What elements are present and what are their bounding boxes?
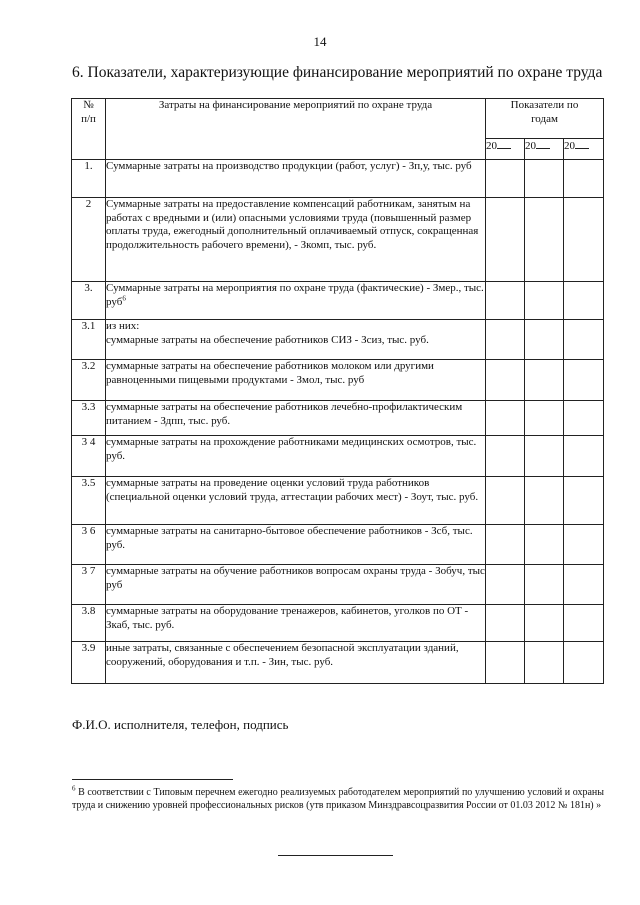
row-number: 1. (72, 160, 106, 198)
page-number: 14 (313, 34, 327, 49)
header-year-2: 20 (525, 138, 564, 159)
row-number: 2 (72, 198, 106, 282)
table-row (72, 642, 604, 684)
year-value-cell[interactable] (525, 198, 564, 282)
header-year-1: 20 (486, 138, 525, 159)
row-number: 3 4 (72, 436, 106, 477)
year-value-cell[interactable] (525, 642, 564, 684)
table-row (72, 477, 604, 525)
table-row (72, 605, 604, 642)
header-num: № п/п (72, 99, 106, 160)
row-number: 3.1 (72, 320, 106, 360)
table-row (72, 525, 604, 565)
year-value-cell[interactable] (525, 401, 564, 436)
row-description: суммарные затраты на обучение работников вопросам охраны труда - Зобуч, тыс руб (106, 565, 486, 605)
year-value-cell[interactable] (525, 436, 564, 477)
table-row (72, 360, 604, 401)
footnote-divider (72, 779, 233, 780)
year-value-cell[interactable] (486, 360, 525, 401)
year-value-cell[interactable] (486, 320, 525, 360)
table-row (72, 198, 604, 282)
year-value-cell[interactable] (486, 605, 525, 642)
table-row (72, 320, 604, 360)
year-value-cell[interactable] (525, 360, 564, 401)
row-number: 3 6 (72, 525, 106, 565)
year-value-cell[interactable] (486, 642, 525, 684)
year-value-cell[interactable] (486, 282, 525, 320)
row-number: 3.3 (72, 401, 106, 436)
year-value-cell[interactable] (525, 525, 564, 565)
year-value-cell[interactable] (564, 642, 604, 684)
row-description: суммарные затраты на проведение оценки условий труда работников (специальной оценки условий труда, аттестации рабочих мест) - Зоут, тыс. руб. (106, 477, 486, 525)
year-value-cell[interactable] (486, 525, 525, 565)
year-value-cell[interactable] (486, 160, 525, 198)
year-value-cell[interactable] (486, 565, 525, 605)
end-divider (278, 855, 393, 856)
row-number: 3. (72, 282, 106, 320)
row-number: 3.2 (72, 360, 106, 401)
header-year-3: 20 (564, 138, 604, 159)
row-number: 3.9 (72, 642, 106, 684)
year-value-cell[interactable] (486, 436, 525, 477)
year-value-cell[interactable] (486, 401, 525, 436)
footnote-ref: 6 (122, 293, 126, 302)
costs-table (71, 98, 604, 684)
year-value-cell[interactable] (525, 282, 564, 320)
row-description: суммарные затраты на обеспечение работников лечебно-профилактическим питанием - Здпп, тыс. руб. (106, 401, 486, 436)
year-value-cell[interactable] (564, 360, 604, 401)
row-description: суммарные затраты на санитарно-бытовое обеспечение работников - Зсб, тыс. руб. (106, 525, 486, 565)
row-number: 3.8 (72, 605, 106, 642)
year-value-cell[interactable] (564, 565, 604, 605)
header-years-group: Показатели по годам (486, 99, 604, 139)
footnote-mark: 6 (72, 784, 76, 793)
year-value-cell[interactable] (564, 198, 604, 282)
year-value-cell[interactable] (525, 565, 564, 605)
row-description: Суммарные затраты на мероприятия по охране труда (фактические) - Змер., тыс. руб$^6$ (106, 282, 486, 320)
footnote (72, 786, 604, 812)
year-value-cell[interactable] (564, 436, 604, 477)
year-value-cell[interactable] (486, 477, 525, 525)
row-description: суммарные затраты на прохождение работниками медицинских осмотров, тыс. руб. (106, 436, 486, 477)
year-value-cell[interactable] (525, 160, 564, 198)
year-value-cell[interactable] (525, 320, 564, 360)
table-row (72, 160, 604, 198)
year-value-cell[interactable] (564, 605, 604, 642)
year-value-cell[interactable] (564, 320, 604, 360)
row-description: из них: суммарные затраты на обеспечение работников СИЗ - Зсиз, тыс. руб. (106, 320, 486, 360)
year-value-cell[interactable] (564, 282, 604, 320)
year-value-cell[interactable] (525, 605, 564, 642)
row-number: 3 7 (72, 565, 106, 605)
row-description: Суммарные затраты на производство продукции (работ, услуг) - Зп,у, тыс. руб (106, 160, 486, 198)
year-value-cell[interactable] (564, 525, 604, 565)
footnote-text: В соответствии с Типовым перечнем ежегодно реализуемых работодателем мероприятий по улучшению условий и охраны труда и снижению уровней профессиональных рисков (утв приказом Минздравсоцразвития России от 01.03 2012 № 181н) » (72, 787, 604, 811)
table-row (72, 436, 604, 477)
table-row (72, 565, 604, 605)
year-value-cell[interactable] (486, 198, 525, 282)
section-title: 6. Показатели, характеризующие финансирование мероприятий по охране труда (72, 64, 603, 81)
signature-line: Ф.И.О. исполнителя, телефон, подпись (72, 717, 289, 732)
row-description: суммарные затраты на оборудование тренажеров, кабинетов, уголков по ОТ - Зкаб, тыс. руб. (106, 605, 486, 642)
row-description: Суммарные затраты на предоставление компенсаций работникам, занятым на работах с вредными и (или) опасными условиями труда (повышенный размер оплаты труда, ежегодный дополнительный оплачиваемый отпуск, сокращенная продолжительность рабочего времени), - Зкомп, тыс. руб. (106, 198, 486, 282)
table-row (72, 282, 604, 320)
year-value-cell[interactable] (564, 477, 604, 525)
year-value-cell[interactable] (525, 477, 564, 525)
year-value-cell[interactable] (564, 401, 604, 436)
year-value-cell[interactable] (564, 160, 604, 198)
row-description: иные затраты, связанные с обеспечением безопасной эксплуатации зданий, сооружений, оборудования и т.п. - Зин, тыс. руб. (106, 642, 486, 684)
header-description: Затраты на финансирование мероприятий по охране труда (106, 99, 486, 160)
row-description: суммарные затраты на обеспечение работников молоком или другими равноценными пищевыми продуктами - Змол, тыс. руб (106, 360, 486, 401)
row-number: 3.5 (72, 477, 106, 525)
table-row (72, 401, 604, 436)
